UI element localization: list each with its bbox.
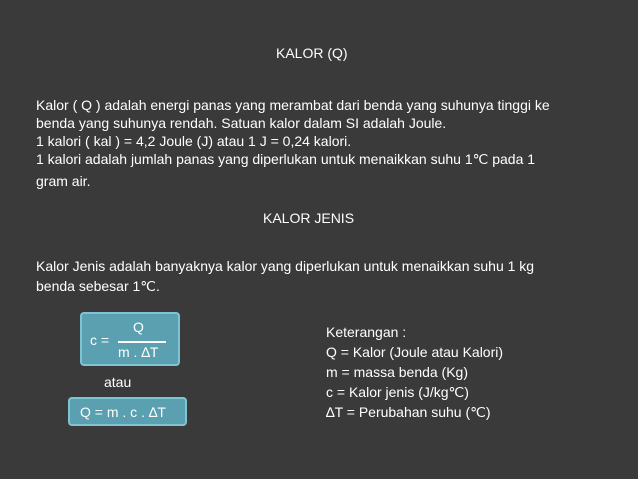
keterangan-item: ∆T = Perubahan suhu (℃) — [326, 404, 491, 420]
definition-paragraph — [36, 256, 534, 296]
formula-c-numerator: Q — [133, 319, 144, 335]
formula-c-lhs: c = — [90, 332, 110, 348]
fraction-bar — [118, 341, 166, 343]
definition-line-2: benda sebesar 1℃. — [36, 278, 160, 294]
definition-line-1: Kalor Jenis adalah banyaknya kalor yang diperlukan untuk menaikkan suhu 1 kg — [36, 258, 535, 274]
heading-kalor-jenis: KALOR JENIS — [263, 210, 355, 226]
intro-line-5: gram air. — [36, 173, 91, 189]
heading-kalor: KALOR (Q) — [276, 45, 348, 61]
keterangan-item: c = Kalor jenis (J/kg℃) — [326, 384, 469, 400]
atau-label: atau — [104, 374, 132, 390]
formula-c-denominator: m . ∆T — [118, 344, 159, 360]
intro-line-2: benda yang suhunya rendah. Satuan kalor dalam SI adalah Joule. — [36, 115, 447, 131]
formula-q-box — [68, 397, 187, 426]
intro-paragraph — [36, 96, 550, 190]
keterangan-heading: Keterangan : — [326, 324, 407, 340]
keterangan-item: m = massa benda (Kg) — [326, 364, 469, 380]
intro-line-3: 1 kalori ( kal ) = 4,2 Joule (J) atau 1 J = 0,24 kalori. — [36, 133, 352, 149]
intro-line-4: 1 kalori adalah jumlah panas yang diperlukan untuk menaikkan suhu 1℃ pada 1 — [36, 151, 536, 167]
keterangan-item: Q = Kalor (Joule atau Kalori) — [326, 344, 504, 360]
keterangan-list — [326, 322, 503, 422]
intro-line-1: Kalor ( Q ) adalah energi panas yang merambat dari benda yang suhunya tinggi ke — [36, 97, 550, 113]
formula-c-box — [80, 312, 180, 366]
formula-q-text: Q = m . c . ∆T — [80, 404, 166, 420]
